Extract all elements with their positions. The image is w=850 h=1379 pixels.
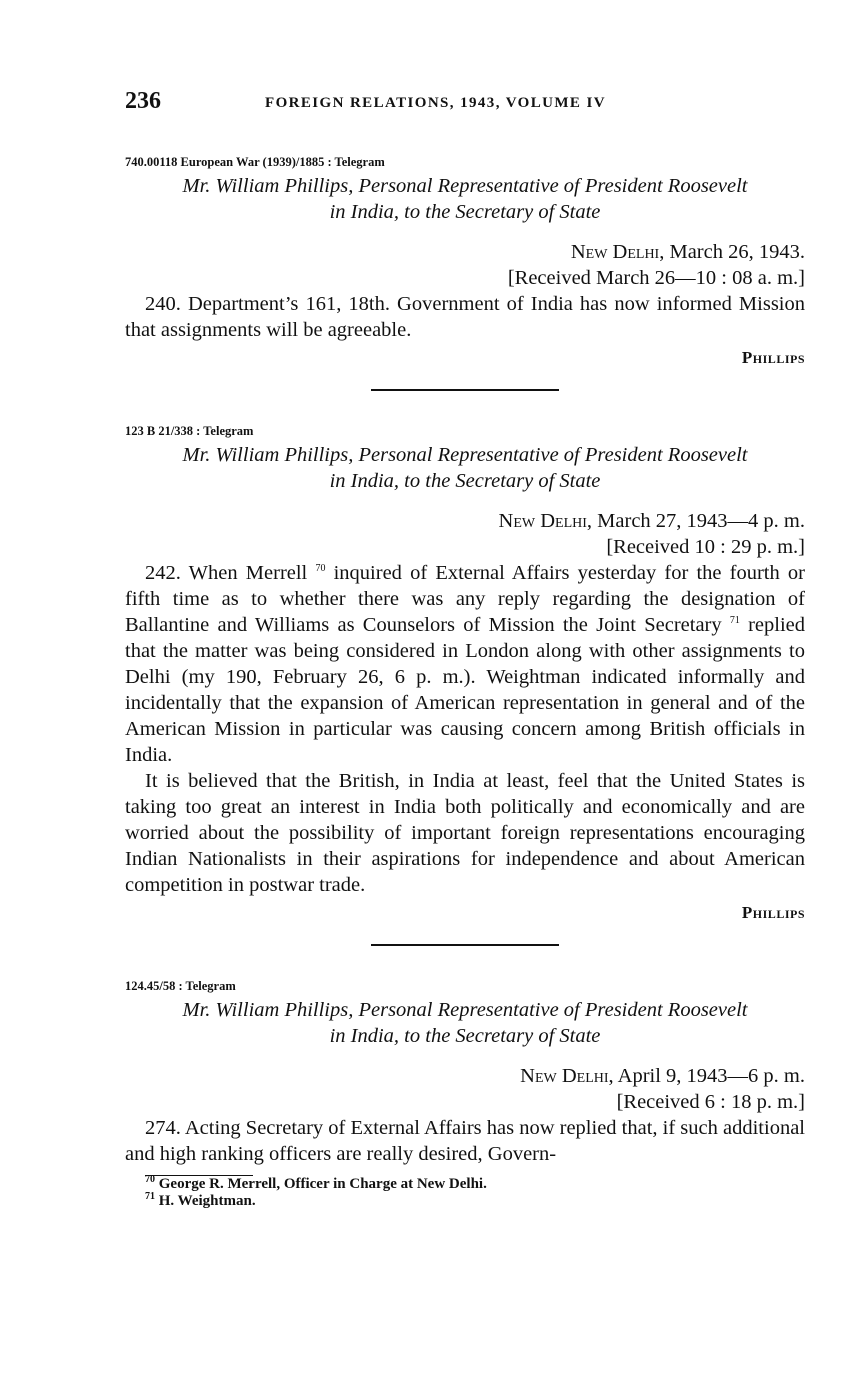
telegram-1 (125, 155, 805, 371)
footnote-mark: 70 (315, 563, 326, 575)
signature: Phillips (741, 348, 805, 367)
date: March 27, 1943—4 p. m. (592, 510, 805, 532)
document-title (125, 173, 805, 225)
footnote-text: H. Weightman. (155, 1193, 256, 1209)
title-line: Mr. William Phillips, Personal Representative of President Roosevelt (182, 444, 748, 466)
title-line: in India, to the Secretary of State (329, 1025, 601, 1047)
body-paragraph: 240. Department’s 161, 18th. Government of India has now informed Mission that assignments will be agreeable. (125, 293, 805, 341)
page-number: 236 (125, 88, 161, 114)
document-title (125, 997, 805, 1049)
place: New Delhi, (570, 241, 665, 263)
dateline (125, 239, 805, 265)
section-divider (371, 944, 559, 946)
footnotes (125, 1176, 805, 1210)
file-reference: 740.00118 European War (1939)/1885 : Telegram (125, 155, 385, 169)
place: New Delhi, (498, 510, 593, 532)
file-reference: 123 B 21/338 : Telegram (125, 424, 254, 438)
received-line: [Received March 26—10 : 08 a. m.] (507, 267, 805, 289)
footnote (145, 1176, 805, 1193)
telegram-3 (125, 979, 805, 1167)
title-line: Mr. William Phillips, Personal Representative of President Roosevelt (182, 999, 748, 1021)
paragraph-text: inquired of External Affairs yesterday for the fourth or fifth time as to whether there was any reply regarding the designation of Ballantine and Williams as Counselors of Mission the Joint Secretary (125, 562, 805, 636)
section-divider (371, 389, 559, 391)
footnote-mark: 70 (145, 1174, 155, 1185)
footnote-mark: 71 (729, 615, 740, 627)
dateline (125, 1063, 805, 1089)
date: April 9, 1943—6 p. m. (613, 1065, 805, 1087)
place: New Delhi, (520, 1065, 614, 1087)
footnote-mark: 71 (145, 1191, 155, 1202)
document-title (125, 442, 805, 494)
title-line: Mr. William Phillips, Personal Representative of President Roosevelt (182, 175, 748, 197)
body-paragraph: 274. Acting Secretary of External Affairs has now replied that, if such additional and high ranking officers are really desired, Govern- (125, 1117, 805, 1165)
running-head: FOREIGN RELATIONS, 1943, VOLUME IV (265, 95, 606, 111)
dateline (125, 508, 805, 534)
page-header (125, 88, 805, 120)
footnote-text: George R. Merrell, Officer in Charge at New Delhi. (155, 1176, 487, 1192)
footnote (145, 1193, 805, 1210)
paragraph-text: 242. When Merrell (145, 562, 316, 584)
paragraph-text: replied that the matter was being considered in London along with other assignments to Delhi (my 190, February 26, 6 p. m.). Weightman indicated informally and incidentally that the expansion of American representation in general and of the American Mission in particular was causing concern among British officials in India. (125, 614, 805, 766)
signature: Phillips (741, 903, 805, 922)
title-line: in India, to the Secretary of State (329, 201, 601, 223)
telegram-2 (125, 424, 805, 926)
received-line: [Received 6 : 18 p. m.] (616, 1091, 805, 1113)
date: March 26, 1943. (664, 241, 805, 263)
file-reference: 124.45/58 : Telegram (125, 979, 236, 993)
body-paragraph: It is believed that the British, in India at least, feel that the United States is taking too great an interest in India both politically and economically and are worried about the possibility of important foreign representations encouraging Indian Nationalists in their aspirations for independence and about American competition in postwar trade. (125, 770, 805, 896)
title-line: in India, to the Secretary of State (329, 470, 601, 492)
body-paragraph (125, 560, 805, 768)
received-line: [Received 10 : 29 p. m.] (606, 536, 805, 558)
document-page (125, 88, 805, 1210)
